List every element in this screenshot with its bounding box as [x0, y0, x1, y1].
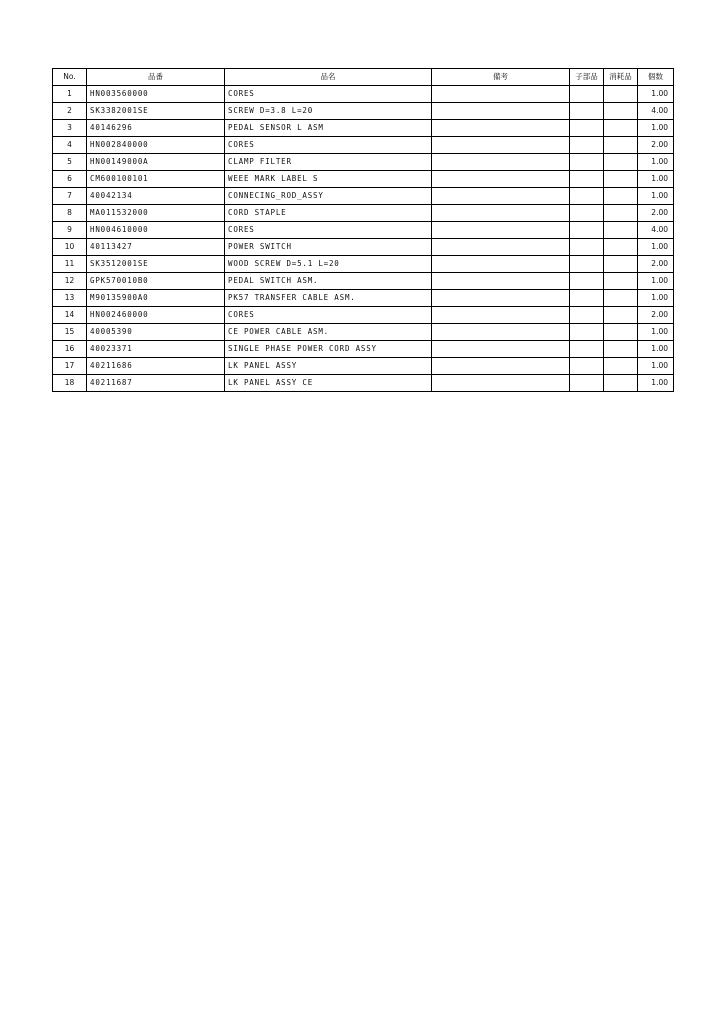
header-child-part: 子部品 — [570, 69, 604, 86]
cell-child-part — [570, 188, 604, 205]
cell-quantity: 1.00 — [638, 273, 674, 290]
table-row — [53, 341, 674, 358]
cell-part-name: SCREW D=3.8 L=20 — [225, 103, 432, 120]
cell-remarks — [432, 86, 570, 103]
table-row — [53, 239, 674, 256]
cell-part-number: 40005390 — [87, 324, 225, 341]
cell-child-part — [570, 120, 604, 137]
cell-consumable — [604, 137, 638, 154]
cell-part-number: 40023371 — [87, 341, 225, 358]
cell-part-number: 40211687 — [87, 375, 225, 392]
cell-quantity: 1.00 — [638, 358, 674, 375]
cell-quantity: 1.00 — [638, 154, 674, 171]
table-row — [53, 256, 674, 273]
cell-part-number: HN003560000 — [87, 86, 225, 103]
cell-part-name: CORD STAPLE — [225, 205, 432, 222]
cell-quantity: 4.00 — [638, 222, 674, 239]
cell-quantity: 1.00 — [638, 290, 674, 307]
cell-child-part — [570, 375, 604, 392]
cell-part-name: CE POWER CABLE ASM. — [225, 324, 432, 341]
cell-remarks — [432, 324, 570, 341]
cell-consumable — [604, 307, 638, 324]
cell-no: 9 — [53, 222, 87, 239]
header-remarks: 備考 — [432, 69, 570, 86]
cell-child-part — [570, 103, 604, 120]
cell-no: 18 — [53, 375, 87, 392]
cell-part-name: WEEE MARK LABEL S — [225, 171, 432, 188]
cell-remarks — [432, 341, 570, 358]
cell-part-number: M90135900A0 — [87, 290, 225, 307]
cell-no: 8 — [53, 205, 87, 222]
table-row — [53, 154, 674, 171]
cell-consumable — [604, 290, 638, 307]
cell-part-number: HN004610000 — [87, 222, 225, 239]
cell-consumable — [604, 273, 638, 290]
cell-no: 10 — [53, 239, 87, 256]
table-row — [53, 222, 674, 239]
cell-consumable — [604, 120, 638, 137]
cell-remarks — [432, 205, 570, 222]
table-row — [53, 188, 674, 205]
cell-quantity: 1.00 — [638, 120, 674, 137]
cell-quantity: 2.00 — [638, 137, 674, 154]
cell-consumable — [604, 188, 638, 205]
cell-quantity: 1.00 — [638, 171, 674, 188]
cell-part-number: HN00149000A — [87, 154, 225, 171]
cell-consumable — [604, 154, 638, 171]
cell-no: 5 — [53, 154, 87, 171]
cell-part-number: HN002840000 — [87, 137, 225, 154]
cell-part-number: SK3512001SE — [87, 256, 225, 273]
table-row — [53, 358, 674, 375]
cell-consumable — [604, 341, 638, 358]
parts-list-table — [52, 68, 674, 392]
cell-quantity: 4.00 — [638, 103, 674, 120]
cell-remarks — [432, 154, 570, 171]
table-row — [53, 205, 674, 222]
cell-child-part — [570, 154, 604, 171]
cell-child-part — [570, 256, 604, 273]
cell-part-number: 40113427 — [87, 239, 225, 256]
cell-child-part — [570, 324, 604, 341]
cell-remarks — [432, 375, 570, 392]
cell-remarks — [432, 307, 570, 324]
cell-remarks — [432, 188, 570, 205]
table-row — [53, 137, 674, 154]
cell-child-part — [570, 290, 604, 307]
cell-quantity: 2.00 — [638, 256, 674, 273]
cell-part-number: GPK570010B0 — [87, 273, 225, 290]
cell-part-name: CONNECING_ROD_ASSY — [225, 188, 432, 205]
cell-child-part — [570, 341, 604, 358]
cell-part-name: CLAMP FILTER — [225, 154, 432, 171]
cell-remarks — [432, 137, 570, 154]
cell-child-part — [570, 358, 604, 375]
cell-quantity: 1.00 — [638, 375, 674, 392]
cell-quantity: 2.00 — [638, 205, 674, 222]
table-row — [53, 86, 674, 103]
cell-child-part — [570, 86, 604, 103]
cell-consumable — [604, 324, 638, 341]
header-no: No. — [53, 69, 87, 86]
cell-child-part — [570, 137, 604, 154]
cell-part-number: 40211686 — [87, 358, 225, 375]
table-row — [53, 290, 674, 307]
cell-no: 6 — [53, 171, 87, 188]
cell-part-name: PEDAL SENSOR L ASM — [225, 120, 432, 137]
table-row — [53, 324, 674, 341]
cell-child-part — [570, 239, 604, 256]
cell-quantity: 2.00 — [638, 307, 674, 324]
cell-child-part — [570, 222, 604, 239]
cell-part-name: LK PANEL ASSY — [225, 358, 432, 375]
cell-no: 12 — [53, 273, 87, 290]
header-consumable: 消耗品 — [604, 69, 638, 86]
cell-quantity: 1.00 — [638, 341, 674, 358]
cell-consumable — [604, 86, 638, 103]
table-row — [53, 103, 674, 120]
cell-part-name: LK PANEL ASSY CE — [225, 375, 432, 392]
cell-remarks — [432, 256, 570, 273]
cell-no: 16 — [53, 341, 87, 358]
cell-quantity: 1.00 — [638, 239, 674, 256]
cell-part-name: PK57 TRANSFER CABLE ASM. — [225, 290, 432, 307]
cell-part-number: MA011532000 — [87, 205, 225, 222]
cell-no: 17 — [53, 358, 87, 375]
cell-consumable — [604, 358, 638, 375]
table-header-row — [53, 69, 674, 86]
cell-remarks — [432, 239, 570, 256]
cell-consumable — [604, 205, 638, 222]
header-quantity: 個数 — [638, 69, 674, 86]
table-row — [53, 375, 674, 392]
cell-part-name: CORES — [225, 137, 432, 154]
cell-remarks — [432, 273, 570, 290]
cell-no: 1 — [53, 86, 87, 103]
cell-no: 15 — [53, 324, 87, 341]
cell-remarks — [432, 358, 570, 375]
cell-part-number: 40146296 — [87, 120, 225, 137]
cell-no: 11 — [53, 256, 87, 273]
cell-no: 14 — [53, 307, 87, 324]
parts-table-body — [53, 86, 674, 392]
table-row — [53, 307, 674, 324]
table-row — [53, 120, 674, 137]
cell-child-part — [570, 273, 604, 290]
cell-no: 7 — [53, 188, 87, 205]
cell-no: 4 — [53, 137, 87, 154]
cell-part-name: POWER SWITCH — [225, 239, 432, 256]
cell-remarks — [432, 103, 570, 120]
cell-no: 3 — [53, 120, 87, 137]
cell-consumable — [604, 239, 638, 256]
cell-consumable — [604, 222, 638, 239]
cell-part-number: HN002460000 — [87, 307, 225, 324]
table-row — [53, 171, 674, 188]
cell-part-number: 40042134 — [87, 188, 225, 205]
cell-no: 2 — [53, 103, 87, 120]
cell-quantity: 1.00 — [638, 86, 674, 103]
cell-part-name: SINGLE PHASE POWER CORD ASSY — [225, 341, 432, 358]
header-part-number: 品番 — [87, 69, 225, 86]
cell-part-number: SK3382001SE — [87, 103, 225, 120]
cell-child-part — [570, 205, 604, 222]
cell-consumable — [604, 375, 638, 392]
cell-consumable — [604, 256, 638, 273]
cell-consumable — [604, 103, 638, 120]
cell-no: 13 — [53, 290, 87, 307]
cell-remarks — [432, 222, 570, 239]
cell-part-name: CORES — [225, 222, 432, 239]
header-part-name: 品名 — [225, 69, 432, 86]
cell-part-name: PEDAL SWITCH ASM. — [225, 273, 432, 290]
table-row — [53, 273, 674, 290]
cell-remarks — [432, 171, 570, 188]
cell-quantity: 1.00 — [638, 188, 674, 205]
cell-consumable — [604, 171, 638, 188]
cell-part-name: CORES — [225, 86, 432, 103]
cell-part-number: CM600100101 — [87, 171, 225, 188]
cell-part-name: WOOD SCREW D=5.1 L=20 — [225, 256, 432, 273]
cell-quantity: 1.00 — [638, 324, 674, 341]
cell-part-name: CORES — [225, 307, 432, 324]
cell-child-part — [570, 307, 604, 324]
cell-remarks — [432, 290, 570, 307]
cell-remarks — [432, 120, 570, 137]
cell-child-part — [570, 171, 604, 188]
